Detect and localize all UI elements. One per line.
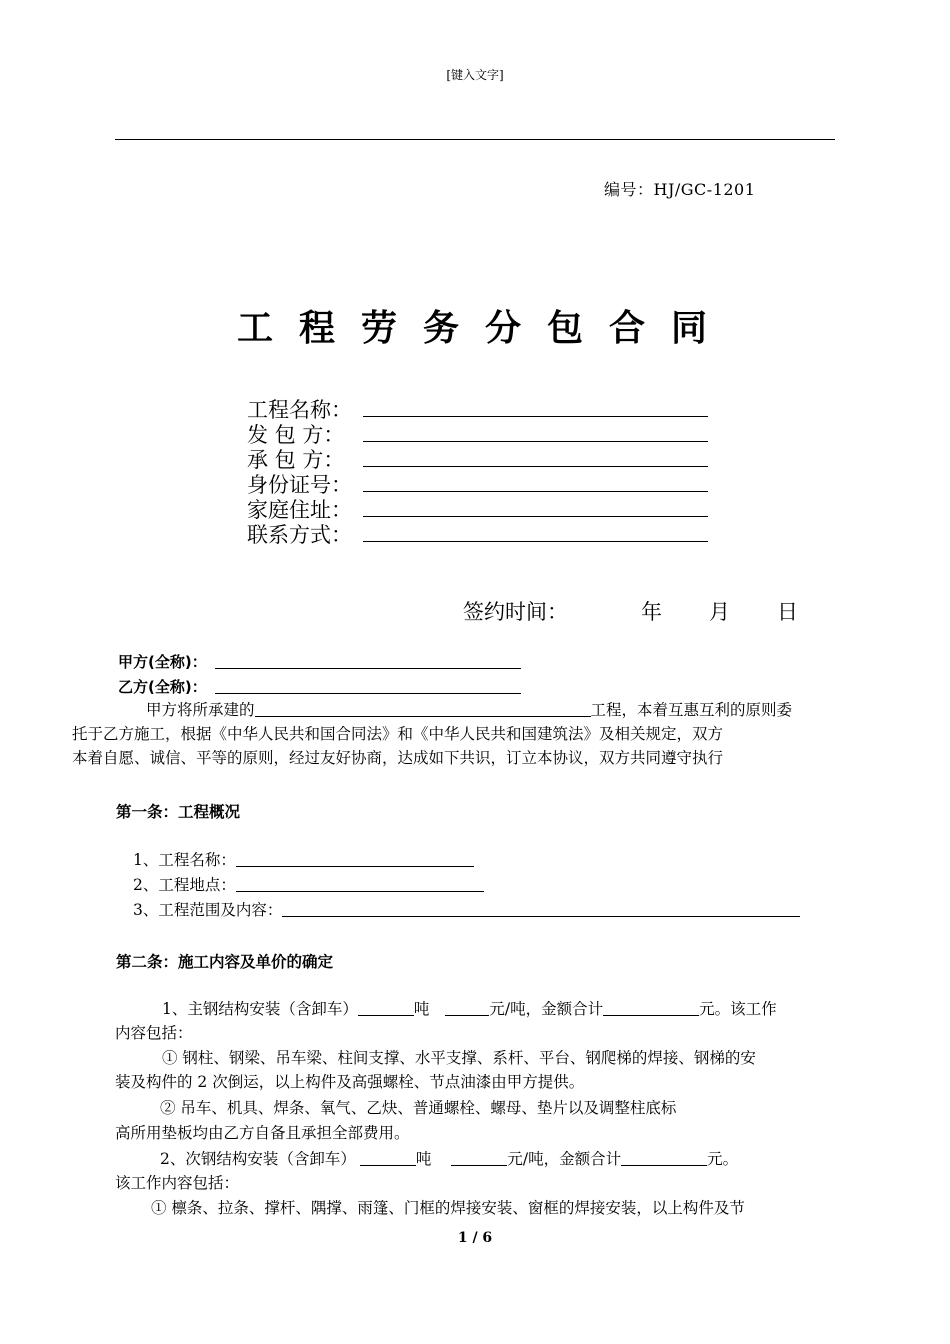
article-1-title: 第一条：工程概况 <box>116 803 241 821</box>
para-text: 吨 <box>413 1000 430 1018</box>
cover-field-label: 工程名称： <box>247 398 352 422</box>
article-2-para-3-line-2: 高所用垫板均由乙方自备且承担全部费用。 <box>115 1124 410 1142</box>
cover-field-blank <box>363 448 708 467</box>
cover-field-blank <box>363 498 708 517</box>
item-label: 2、工程地点： <box>133 876 236 894</box>
cover-field-employer <box>247 423 708 448</box>
contract-title: 工程劳务分包合同 <box>237 308 734 349</box>
intro-line-1 <box>146 698 792 722</box>
signing-day: 日 <box>777 600 798 624</box>
para-text: 2、次钢结构安装（含卸车） <box>160 1150 356 1168</box>
price-blank <box>445 997 489 1016</box>
cover-field-label: 发 包 方： <box>247 423 345 447</box>
item-blank <box>236 848 474 867</box>
item-label: 3、工程范围及内容： <box>133 901 283 919</box>
project-blank <box>255 698 591 717</box>
price-blank <box>451 1147 507 1166</box>
cover-field-label: 家庭住址： <box>247 498 352 522</box>
header-rule <box>115 139 835 140</box>
para-text: 元。该工作 <box>699 1000 777 1018</box>
para-text: 元/吨，金额合计 <box>489 1000 604 1018</box>
cover-field-label: 身份证号： <box>247 473 352 497</box>
cover-field-blank <box>363 523 708 542</box>
cover-field-home-address <box>247 498 708 523</box>
signing-year: 年 <box>641 600 662 624</box>
article-1-item-2 <box>133 873 484 897</box>
article-2-para-1-line-2: 内容包括： <box>115 1024 193 1042</box>
party-b-blank <box>215 676 521 694</box>
article-2-para-2-line-1: ① 钢柱、钢梁、吊车梁、柱间支撑、水平支撑、系杆、平台、钢爬梯的焊接、钢梯的安 <box>162 1049 756 1067</box>
article-2-para-2-line-2: 装及构件的 2 次倒运，以上构件及高强螺栓、节点油漆由甲方提供。 <box>115 1073 585 1091</box>
party-b <box>118 676 521 696</box>
cover-field-contact <box>247 523 708 548</box>
amount-blank <box>603 997 699 1016</box>
signing-date <box>463 596 798 626</box>
party-a <box>118 651 521 671</box>
intro-text: 工程，本着互惠互利的原则委 <box>590 701 793 719</box>
article-2-title: 第二条：施工内容及单价的确定 <box>116 953 334 971</box>
document-number: 编号：HJ/GC-1201 <box>604 180 756 199</box>
party-a-blank <box>215 651 521 669</box>
para-text: 元。 <box>707 1150 739 1168</box>
cover-field-contractor <box>247 448 708 473</box>
party-a-label: 甲方(全称)： <box>118 653 207 671</box>
signing-month: 月 <box>709 600 730 624</box>
article-2-para-1-line-1 <box>162 997 777 1021</box>
para-text: 吨 <box>415 1150 432 1168</box>
cover-field-blank <box>363 398 708 417</box>
cover-field-blank <box>363 423 708 442</box>
article-2-para-3-line-1: ② 吊车、机具、焊条、氧气、乙炔、普通螺栓、螺母、垫片以及调整柱底标 <box>160 1099 677 1117</box>
cover-field-id-number <box>247 473 708 498</box>
cover-field-label: 联系方式： <box>247 523 352 547</box>
cover-field-label: 承 包 方： <box>247 448 345 472</box>
intro-line-2: 托于乙方施工，根据《中华人民共和国合同法》和《中华人民共和国建筑法》及相关规定，双方 <box>72 725 724 743</box>
article-2-para-4-line-2: 该工作内容包括： <box>115 1174 240 1192</box>
intro-line-3: 本着自愿、诚信、平等的原则，经过友好协商，达成如下共识，订立本协议，双方共同遵守执行 <box>72 749 724 767</box>
item-blank <box>282 898 800 917</box>
intro-text: 甲方将所承建的 <box>146 701 255 719</box>
amount-blank <box>621 1147 707 1166</box>
article-1-item-3 <box>133 898 800 922</box>
article-1-item-1 <box>133 848 474 872</box>
para-text: 1、主钢结构安装（含卸车） <box>162 1000 358 1018</box>
item-blank <box>236 873 484 892</box>
party-b-label: 乙方(全称)： <box>118 678 207 696</box>
item-label: 1、工程名称： <box>133 851 236 869</box>
qty-blank <box>360 1147 416 1166</box>
para-text: 元/吨，金额合计 <box>507 1150 622 1168</box>
signing-date-label: 签约时间： <box>463 600 568 624</box>
cover-field-blank <box>363 473 708 492</box>
article-2-para-4-line-1 <box>160 1147 738 1171</box>
article-2-para-5-line-1: ① 檩条、拉条、撑杆、隅撑、雨篷、门框的焊接安装、窗框的焊接安装，以上构件及节 <box>151 1199 745 1217</box>
page-number: 1 / 6 <box>457 1230 493 1246</box>
cover-field-project-name <box>247 398 708 423</box>
qty-blank <box>358 997 414 1016</box>
page-header: [键入文字] <box>446 68 504 82</box>
